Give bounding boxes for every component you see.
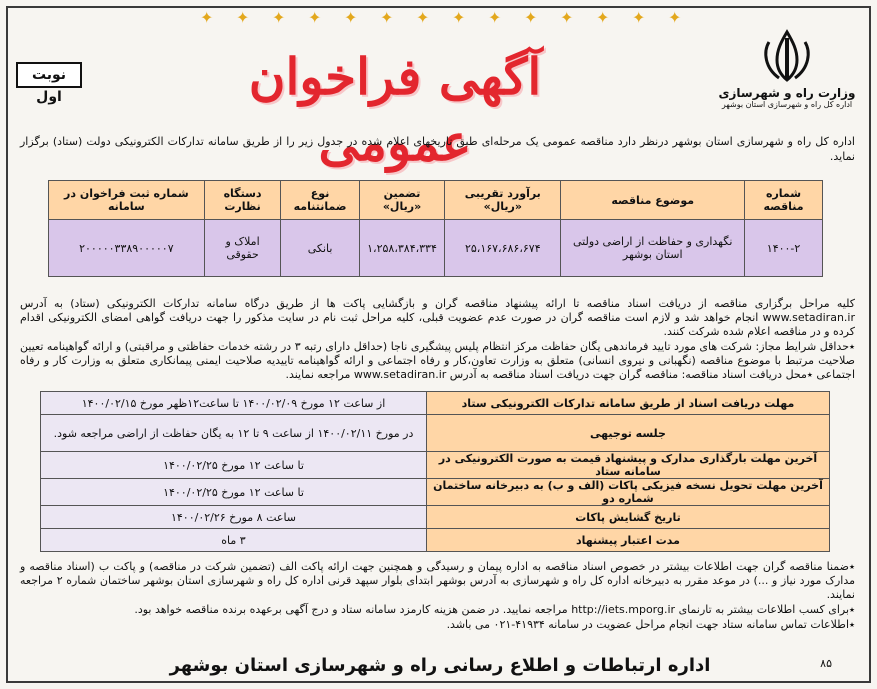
estimated-cost: ۲۵،۱۶۷،۶۸۶،۶۷۴ [445,220,561,277]
intro-paragraph: اداره کل راه و شهرسازی استان بوشهر درنظر دارد مناقصه عمومی یک مرحله‌ای طبق تاریخهای اعلام شده در جدول زیر را از طریق سامانه تدارکات الکترونیکی دولت (ستاد) برگزار نماید. [20,135,855,163]
supervising-unit: املاک و حقوقی [204,220,281,277]
tender-subject: نگهداری و حفاظت از اراضی دولتی استان بوشهر [561,220,745,277]
body-paragraph: ٭حداقل شرایط مجاز: شرکت های مورد تایید فرماندهی یگان حفاظت مرکز انتظام پلیس پیشگیری ناجا (حداقل دارای رتبه ۳ در رشته خدمات حفاظتی و مراقبتی) و ارائه گواهینامه تعیین صلاحیت مرتبط با موضوع مناقصه (نگهبانی و نیروی انسانی) متعلق به وزارت تعاون،کار و رفاه اجتماعی و ارائه گواهینامه تاییدیه صلاحیت ایمنی پیمانکاری متعلق به وزارت کار و رفاه اجتماعی ٭محل دریافت اسناد مناقصه: مناقصه گران جهت دریافت اسناد مناقصه به آدرس www.setadiran.ir مراجعه نمایند. [20,340,855,381]
ministry-logo [717,28,857,128]
guarantee-type: بانکی [281,220,359,277]
star-icon: ✦ [236,8,250,27]
star-icon: ✦ [596,8,610,27]
star-icon: ✦ [272,8,286,27]
schedule-value: تا ساعت ۱۲ مورخ ۱۴۰۰/۰۲/۲۵ [41,452,427,479]
schedule-label: مهلت دریافت اسناد از طریق سامانه تدارکات الکترونیکی ستاد [427,392,830,415]
notes-section [20,560,855,633]
header-cell: شماره مناقصه [745,181,823,220]
header-cell: دستگاه نظارت [204,181,281,220]
schedule-value: در مورخ ۱۴۰۰/۰۲/۱۱ از ساعت ۹ تا ۱۲ به یگان حفاظت از اراضی مراجعه شود. [41,415,427,452]
header-cell: موضوع مناقصه [561,181,745,220]
note-item: ٭برای کسب اطلاعات بیشتر به تارنمای http://iets.mporg.ir مراجعه نمایید. در ضمن هزینه کارمزد سامانه ستاد و درج آگهی برعهده برنده مناقصه خواهد بود. [134,603,855,616]
star-icon: ✦ [308,8,322,27]
header-cell: برآورد تقریبی «ریال» [445,181,561,220]
schedule-label: جلسه توجیهی [427,415,830,452]
tender-table-header [49,181,823,220]
schedule-value: تا ساعت ۱۲ مورخ ۱۴۰۰/۰۲/۲۵ [41,479,427,506]
emblem-icon [759,28,815,84]
body-paragraph: کلیه مراحل برگزاری مناقصه از دریافت اسناد مناقصه تا ارائه پیشنهاد مناقصه گران و بازگشایی پاکت ها از طریق درگاه سامانه تدارکات الکترونیکی (ستاد) به آدرس www.setadiran.ir انجام خواهد شد و لازم است مناقصه گران در صورت عدم عضویت قبلی، کلیه مراحل ثبت نام در سایت مذکور را جهت دریافت گواهی امضای الکترونیکی اقدام کرده و در مناقصه اعلام شده شرکت کنند. [20,297,855,338]
star-icon: ✦ [524,8,538,27]
schedule-label: آخرین مهلت بارگذاری مدارک و پیشنهاد قیمت به صورت الکترونیکی در سامانه ستاد [427,452,830,479]
schedule-label: مدت اعتبار پیشنهاد [427,529,830,552]
org-name: وزارت راه و شهرسازی [718,86,856,100]
star-icon: ✦ [452,8,466,27]
page-number: ۸۵ [820,657,832,670]
table-row [49,220,823,277]
header-cell: تضمین «ریال» [359,181,445,220]
table-row [41,506,830,529]
tender-table [48,180,823,277]
star-icon: ✦ [488,8,502,27]
star-icon: ✦ [632,8,646,27]
table-row [41,529,830,552]
star-icon: ✦ [560,8,574,27]
table-row [41,392,830,415]
star-icon: ✦ [668,8,682,27]
schedule-table [40,391,830,552]
org-subname: اداره کل راه و شهرسازی استان بوشهر [721,100,853,109]
star-icon: ✦ [344,8,358,27]
star-icon: ✦ [380,8,394,27]
schedule-value: ساعت ۸ مورخ ۱۴۰۰/۰۲/۲۶ [41,506,427,529]
schedule-value: ۳ ماه [41,529,427,552]
table-row [41,479,830,506]
table-row [41,452,830,479]
schedule-value: از ساعت ۱۲ مورخ ۱۴۰۰/۰۲/۰۹ تا ساعت۱۲ظهر مورخ ۱۴۰۰/۰۲/۱۵ [41,392,427,415]
ad-title: آگهی فراخوان عمومی [248,47,542,172]
tender-number: ۱۴۰۰-۲ [745,220,823,277]
star-decoration [190,8,710,28]
schedule-label: تاریخ گشایش پاکات [427,506,830,529]
star-icon: ✦ [416,8,430,27]
round-badge: نوبت اول [16,62,82,88]
star-icon: ✦ [200,8,214,27]
schedule-label: آخرین مهلت تحویل نسخه فیزیکی پاکات (الف و ب) به دبیرخانه ساختمان شماره دو [427,479,830,506]
conditions-text [20,297,855,383]
header-cell: شماره ثبت فراخوان در سامانه [49,181,205,220]
guarantee-amount: ۱،۲۵۸،۳۸۴،۳۳۴ [359,220,445,277]
note-item: ٭ضمنا مناقصه گران جهت اطلاعات بیشتر در خصوص اسناد مناقصه به اداره پیمان و رسیدگی و همچنین جهت ارائه پاکت الف (تضمین شرکت در مناقصه) و پاکت ب (اسناد مناقصه و مدارک مورد نیاز و ...) در موعد مقرر به دبیرخانه اداره کل راه و شهرسازی به آدرس بوشهر ابتدای بلوار سپهد قرنی اداره کل راه و شهرسازی استان بوشهر ساختمان شماره ۲ مراجعه نمایند. [20,560,855,601]
registration-number: ۲۰۰۰۰۰۳۳۸۹۰۰۰۰۰۷ [49,220,205,277]
header-cell: نوع ضمانتنامه [281,181,359,220]
footer-signature: اداره ارتباطات و اطلاع رسانی راه و شهرسازی استان بوشهر [169,655,711,676]
table-row [41,415,830,452]
note-item: ٭اطلاعات تماس سامانه ستاد جهت انجام مراحل عضویت در سامانه ۴۱۹۳۴-۰۲۱ می باشد. [446,618,855,631]
